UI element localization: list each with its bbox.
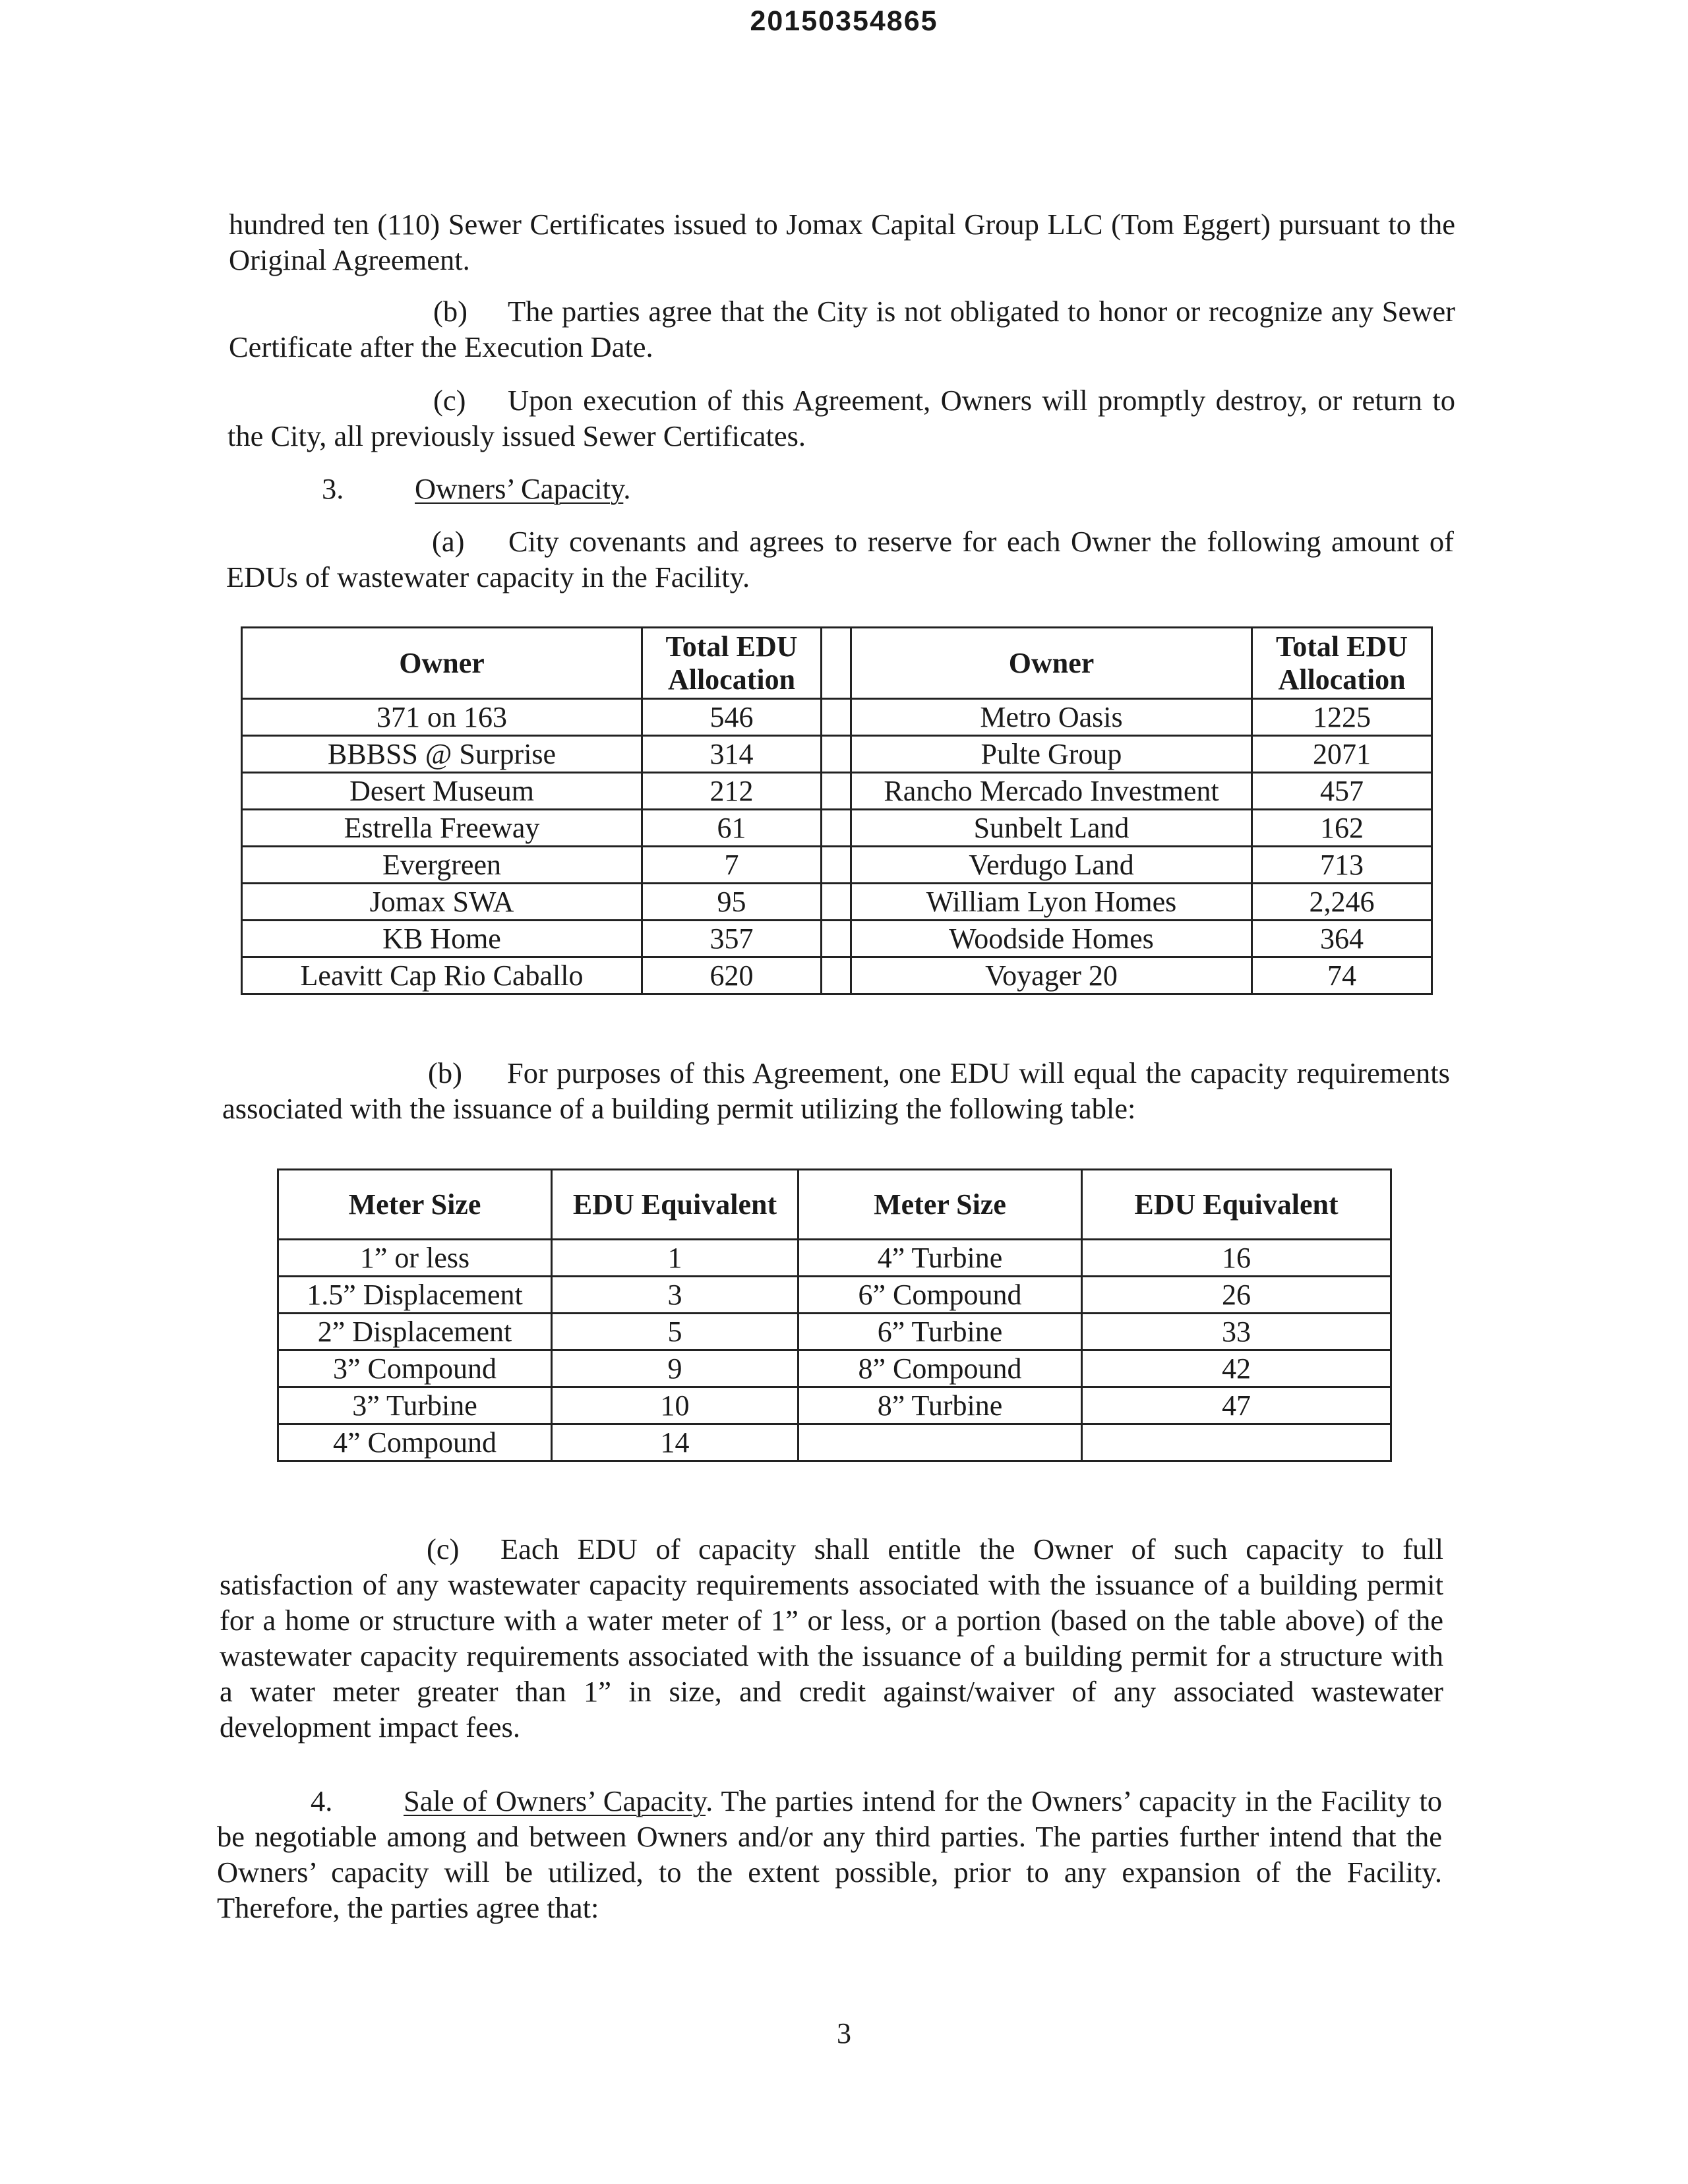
edu-cell: 7 (642, 847, 822, 884)
paragraph-text: Upon execution of this Agreement, Owners will promptly destroy, or return to the City, all previously issued Sewer Certificates. (227, 384, 1455, 452)
header-meter-size: Meter Size (278, 1170, 552, 1240)
table-row (242, 736, 1432, 773)
page-number: 3 (837, 2017, 851, 2049)
paragraph-text: hundred ten (110) Sewer Certificates issued to Jomax Capital Group LLC (Tom Eggert) pursuant to the Original Agreement. (229, 208, 1455, 276)
meter-size-cell: 8” Compound (799, 1350, 1082, 1387)
edu-cell: 61 (642, 810, 822, 847)
edu-cell (1082, 1424, 1391, 1461)
edu-cell: 16 (1082, 1240, 1391, 1277)
owner-cell: Leavitt Cap Rio Caballo (242, 957, 642, 994)
paragraph-label: (b) (433, 295, 467, 328)
meter-size-cell: 1” or less (278, 1240, 552, 1277)
edu-cell: 42 (1082, 1350, 1391, 1387)
edu-cell: 457 (1252, 773, 1432, 810)
owner-cell: Voyager 20 (851, 957, 1252, 994)
header-meter-size: Meter Size (799, 1170, 1082, 1240)
table-divider (822, 810, 851, 847)
paragraph-3a (226, 524, 1454, 595)
owner-cell: Sunbelt Land (851, 810, 1252, 847)
meter-size-cell: 6” Turbine (799, 1314, 1082, 1350)
owner-cell: Desert Museum (242, 773, 642, 810)
table-row (242, 957, 1432, 994)
meter-size-cell: 4” Turbine (799, 1240, 1082, 1277)
edu-cell: 14 (552, 1424, 799, 1461)
header-total-edu: Total EDU Allocation (1252, 628, 1432, 699)
paragraph-label: (c) (433, 384, 466, 417)
section-text: . The parties intend for the Owners’ capacity in the Facility to be negotiable among and between Owners and/or any third parties. The parties further intend that the Owners’ capacity will be utilized, to the extent possible, prior to any expansion of the Facility. Therefore, the parties agree that: (217, 1784, 1442, 1924)
table-divider (822, 736, 851, 773)
paragraph-3c (220, 1531, 1443, 1745)
meter-size-cell: 3” Turbine (278, 1387, 552, 1424)
paragraph-label: (c) (427, 1532, 460, 1565)
edu-cell: 95 (642, 884, 822, 921)
table-row (242, 810, 1432, 847)
table-row (278, 1277, 1391, 1314)
paragraph-label: (a) (432, 525, 465, 558)
edu-cell: 9 (552, 1350, 799, 1387)
paragraph-text: Each EDU of capacity shall entitle the Owner of such capacity to full satisfaction of any wastewater capacity requirements associated with the issuance of a building permit for a home or structure with a water meter of 1” or less, or a portion (based on the table above) of the wastewater capacity requirements associated with the issuance of a building permit for a structure with a water meter greater than 1” in size, and credit against/waiver of any associated wastewater development impact fees. (220, 1532, 1443, 1744)
owner-cell: Evergreen (242, 847, 642, 884)
table-divider (822, 699, 851, 736)
edu-cell: 74 (1252, 957, 1432, 994)
owner-cell: 371 on 163 (242, 699, 642, 736)
table-divider (822, 847, 851, 884)
owner-cell: Verdugo Land (851, 847, 1252, 884)
meter-size-cell: 1.5” Displacement (278, 1277, 552, 1314)
table-divider (822, 884, 851, 921)
table-row (278, 1387, 1391, 1424)
section-title: Sale of Owners’ Capacity (404, 1784, 706, 1817)
edu-cell: 33 (1082, 1314, 1391, 1350)
paragraph-3b (222, 1055, 1450, 1126)
owner-cell: William Lyon Homes (851, 884, 1252, 921)
meter-size-cell: 2” Displacement (278, 1314, 552, 1350)
meter-size-table (277, 1168, 1392, 1462)
paragraph-text: The parties agree that the City is not obligated to honor or recognize any Sewer Certificate after the Execution Date. (229, 295, 1455, 363)
edu-cell: 10 (552, 1387, 799, 1424)
edu-cell: 713 (1252, 847, 1432, 884)
table-divider (822, 957, 851, 994)
paragraph-label: (b) (428, 1056, 462, 1089)
table-row (278, 1350, 1391, 1387)
edu-cell: 1 (552, 1240, 799, 1277)
table-row (278, 1240, 1391, 1277)
paragraph-2b (229, 293, 1455, 365)
meter-size-cell: 8” Turbine (799, 1387, 1082, 1424)
section-3-heading (322, 471, 630, 506)
edu-cell: 162 (1252, 810, 1432, 847)
table-row (242, 921, 1432, 957)
document-number: 20150354865 (750, 5, 938, 37)
table-row (242, 773, 1432, 810)
table-row (278, 1424, 1391, 1461)
owner-cell: Woodside Homes (851, 921, 1252, 957)
edu-cell: 212 (642, 773, 822, 810)
section-period: . (623, 472, 631, 505)
paragraph-text: For purposes of this Agreement, one EDU will equal the capacity requirements associated with the issuance of a building permit utilizing the following table: (222, 1056, 1450, 1125)
paragraph-text: City covenants and agrees to reserve for each Owner the following amount of EDUs of wastewater capacity in the Facility. (226, 525, 1454, 593)
owner-cell: Jomax SWA (242, 884, 642, 921)
table-row (242, 884, 1432, 921)
owner-cell: KB Home (242, 921, 642, 957)
section-4 (217, 1783, 1442, 1926)
edu-cell: 314 (642, 736, 822, 773)
meter-size-cell: 4” Compound (278, 1424, 552, 1461)
owner-cell: BBBSS @ Surprise (242, 736, 642, 773)
table-row (242, 847, 1432, 884)
edu-cell: 5 (552, 1314, 799, 1350)
table-row (242, 699, 1432, 736)
owner-cell: Estrella Freeway (242, 810, 642, 847)
table-divider (822, 628, 851, 699)
edu-cell: 546 (642, 699, 822, 736)
owner-cell: Rancho Mercado Investment (851, 773, 1252, 810)
section-title: Owners’ Capacity (415, 472, 624, 505)
edu-cell: 2071 (1252, 736, 1432, 773)
edu-cell: 26 (1082, 1277, 1391, 1314)
header-edu-equivalent: EDU Equivalent (552, 1170, 799, 1240)
header-owner: Owner (242, 628, 642, 699)
table-row (278, 1314, 1391, 1350)
table-divider (822, 921, 851, 957)
edu-cell: 2,246 (1252, 884, 1432, 921)
header-edu-equivalent: EDU Equivalent (1082, 1170, 1391, 1240)
edu-cell: 47 (1082, 1387, 1391, 1424)
edu-cell: 357 (642, 921, 822, 957)
edu-cell: 620 (642, 957, 822, 994)
header-owner: Owner (851, 628, 1252, 699)
meter-size-cell: 3” Compound (278, 1350, 552, 1387)
header-total-edu: Total EDU Allocation (642, 628, 822, 699)
meter-size-cell (799, 1424, 1082, 1461)
edu-cell: 364 (1252, 921, 1432, 957)
owner-cell: Metro Oasis (851, 699, 1252, 736)
meter-size-cell: 6” Compound (799, 1277, 1082, 1314)
paragraph-2c (227, 382, 1455, 454)
edu-cell: 3 (552, 1277, 799, 1314)
edu-cell: 1225 (1252, 699, 1432, 736)
section-number: 3. (322, 472, 344, 505)
section-number: 4. (311, 1784, 333, 1817)
edu-allocation-table (241, 626, 1433, 995)
owner-cell: Pulte Group (851, 736, 1252, 773)
paragraph-continuation (229, 206, 1455, 278)
table-divider (822, 773, 851, 810)
